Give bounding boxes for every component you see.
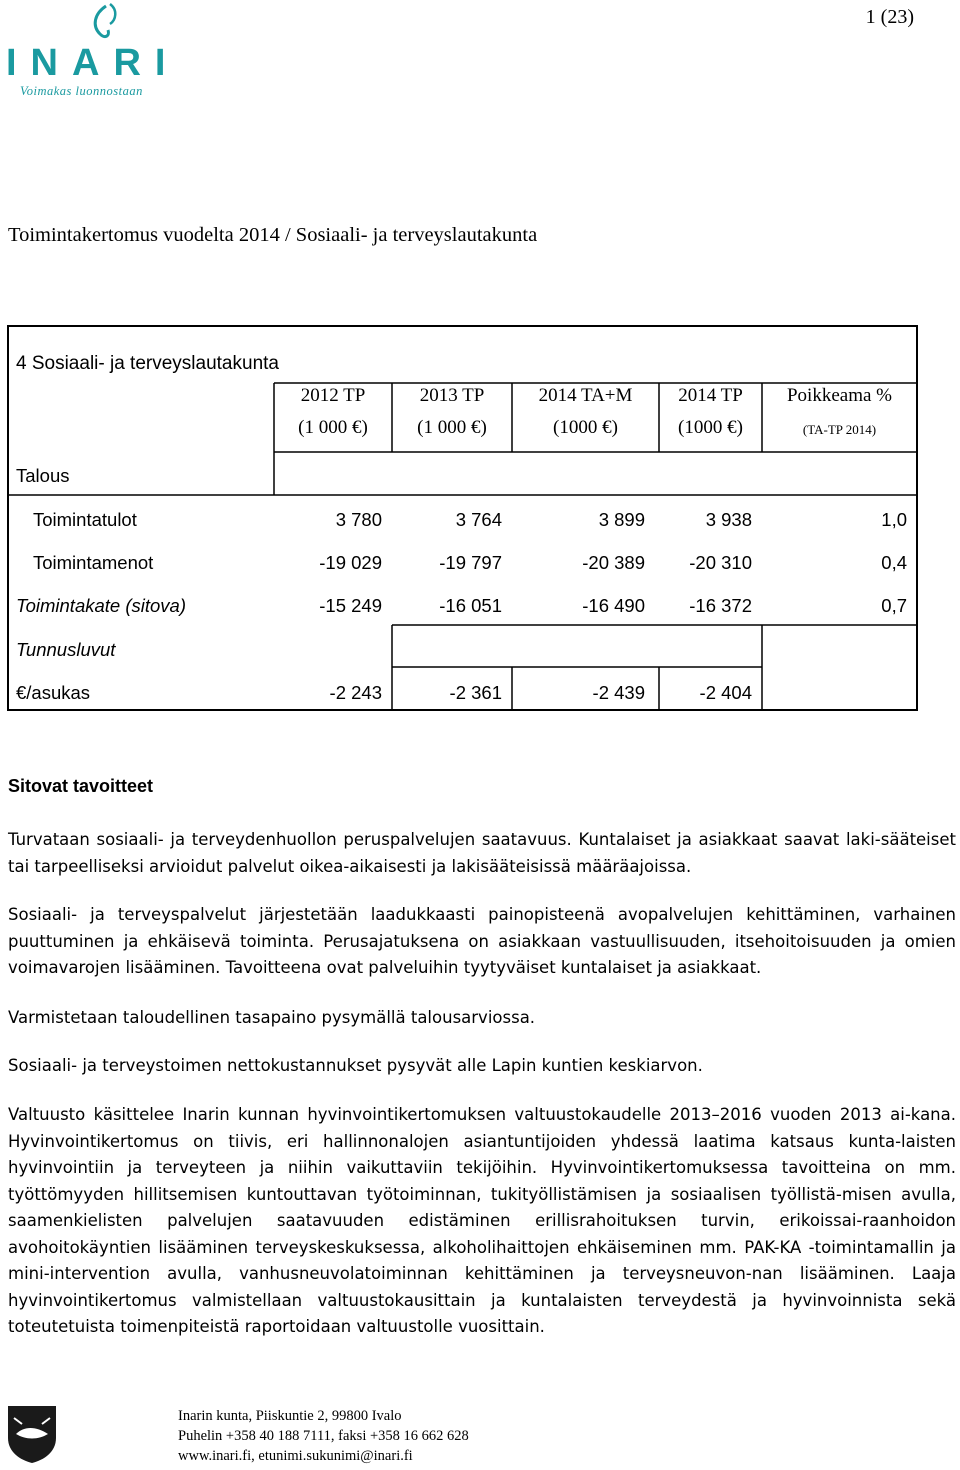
cell-tulot-2014ta: 3 899 — [598, 509, 645, 530]
goals-paragraph-4: Sosiaali- ja terveystoimen nettokustannukset pysyvät alle Lapin kuntien keskiarvon. — [8, 1056, 703, 1075]
col-header-deviation-line1: Poikkeama % — [786, 385, 892, 406]
table-title: 4 Sosiaali- ja terveyslautakunta — [16, 353, 279, 374]
cell-kate-deviation: 0,7 — [881, 595, 907, 616]
cell-kate-2014tp: -16 372 — [689, 595, 752, 616]
col-header-2013-line2: (1 000 €) — [417, 417, 487, 438]
cell-menot-2013: -19 797 — [439, 552, 502, 573]
col-header-deviation-line2: (TA-TP 2014) — [802, 422, 877, 437]
goals-paragraph-2: Sosiaali- ja terveyspalvelut järjestetään laadukkaasti painopisteenä avopalvelujen kehittäminen, varhainen puuttuminen ja ehkäisevä toiminta. Perusajatuksena on asiakkaan vastuullisuuden, itsehoitoisuuden ja omien voimavarojen lisääminen. Tavoitteena ovat palveluihin tyytyväiset kuntalaiset ja asiakkaat. — [8, 905, 956, 977]
cell-per-capita-2014ta: -2 439 — [592, 682, 645, 703]
section-talous: Talous — [16, 465, 70, 486]
col-header-2014tp-line2: (1000 €) — [678, 417, 743, 438]
row-label-toimintamenot: Toimintamenot — [33, 552, 154, 573]
goals-title: Sitovat tavoitteet — [8, 776, 154, 796]
col-header-2012-line2: (1 000 €) — [298, 417, 368, 438]
cell-kate-2013: -16 051 — [439, 595, 502, 616]
cell-per-capita-2013: -2 361 — [449, 682, 502, 703]
cell-tulot-2014tp: 3 938 — [705, 509, 752, 530]
cell-kate-2012: -15 249 — [319, 595, 382, 616]
cell-menot-2012: -19 029 — [319, 552, 382, 573]
col-header-2014tp-line1: 2014 TP — [678, 385, 743, 406]
finance-table — [7, 325, 918, 711]
col-header-2013-line1: 2013 TP — [419, 385, 485, 406]
row-label-toimintatulot: Toimintatulot — [33, 509, 137, 530]
cell-menot-2014ta: -20 389 — [582, 552, 645, 573]
cell-tulot-2013: 3 764 — [455, 509, 502, 530]
goals-paragraph-5: Valtuusto käsittelee Inarin kunnan hyvinvointikertomuksen valtuustokaudelle 2013–2016 vuoden 2013 ai-kana. Hyvinvointikertomus on tiivis, eri hallinnonalojen asiantuntijoiden yhdessä laatima katsaus kunta-laisten hyvinvointiin ja terveyteen ja niihin vaikuttaviin tekijöihin. Hyvinvointikertomuksessa tavoitteina on mm. työttömyyden hillitsemisen kuntouttavan työtoiminnan, tukityöllistämisen ja sosiaalisen työllistä-misen avulla, saamenkielisten palvelujen saatavuuden edistäminen erillisrahoituksen turvin, erikoissai-raanhoidon avohoitokäyntien lisääminen terveyskeskuksessa, alkoholihaittojen ehkäiseminen mm. PAK-KA -toimintamallin ja mini-intervention avulla, vanhusneuvolatoiminnan kehittäminen ja terveysneuvon-nan lisääminen. Laaja hyvinvointikertomus valmistellaan valtuustokausittain ja kuntalaisten terveydestä ja hyvinvoinnista sekä toteutetuista toimenpiteistä raportoidaan valtuustolle vuosittain. — [8, 1105, 956, 1336]
cell-menot-deviation: 0,4 — [881, 552, 907, 573]
col-header-2014ta-line1: 2014 TA+M — [538, 385, 633, 406]
municipality-crest-icon — [6, 1404, 58, 1464]
row-label-per-capita: €/asukas — [16, 682, 91, 703]
logo-wordmark: INARI — [6, 42, 180, 84]
document-title: Toimintakertomus vuodelta 2014 / Sosiaali- ja terveyslautakunta — [8, 224, 538, 246]
cell-tulot-deviation: 1,0 — [881, 509, 907, 530]
row-label-toimintakate: Toimintakate (sitova) — [16, 595, 186, 616]
footer-address: Inarin kunta, Piiskuntie 2, 99800 Ivalo — [178, 1408, 402, 1424]
goals-paragraph-1: Turvataan sosiaali- ja terveydenhuollon peruspalvelujen saatavuus. Kuntalaiset ja asiakkaat saavat laki-sääteiset tai tarpeelliseksi arvioidut palvelut oikea-aikaisesti ja lakisääteisissä määräajoissa. — [8, 830, 956, 876]
cell-per-capita-2014tp: -2 404 — [699, 682, 752, 703]
footer-web[interactable]: www.inari.fi, etunimi.sukunimi@inari.fi — [178, 1448, 413, 1464]
page-number: 1 (23) — [865, 6, 914, 28]
goals-paragraph-3: Varmistetaan taloudellinen tasapaino pysymällä talousarviossa. — [8, 1008, 536, 1027]
logo-slogan: Voimakas luonnostaan — [20, 84, 143, 98]
footer-phone: Puhelin +358 40 188 7111, faksi +358 16 662 628 — [178, 1428, 469, 1444]
cell-kate-2014ta: -16 490 — [582, 595, 645, 616]
cell-menot-2014tp: -20 310 — [689, 552, 752, 573]
cell-tulot-2012: 3 780 — [335, 509, 382, 530]
section-tunnusluvut: Tunnusluvut — [16, 639, 116, 660]
col-header-2014ta-line2: (1000 €) — [553, 417, 618, 438]
col-header-2012-line1: 2012 TP — [300, 385, 366, 406]
footer-contact — [178, 1406, 469, 1466]
cell-per-capita-2012: -2 243 — [329, 682, 382, 703]
